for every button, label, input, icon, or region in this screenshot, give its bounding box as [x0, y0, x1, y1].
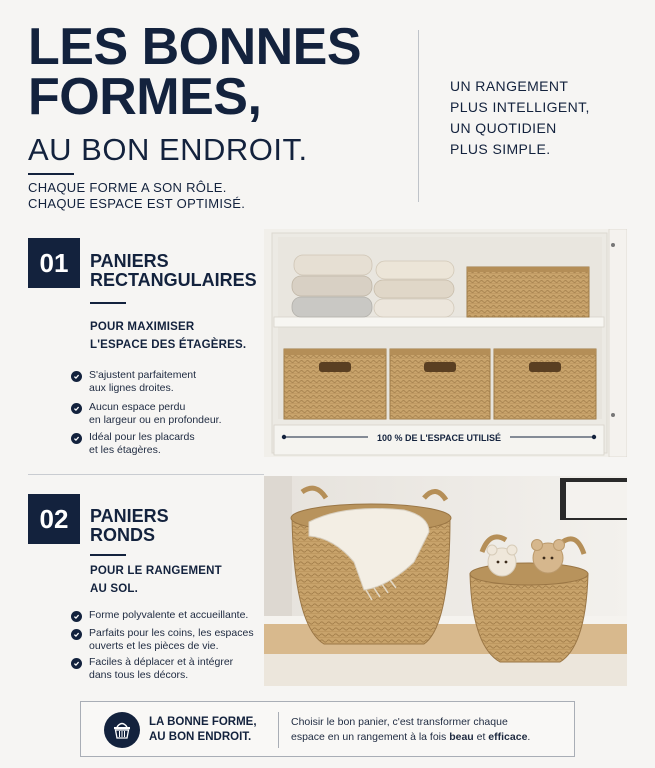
feature-line: Idéal pour les placards — [89, 431, 195, 443]
header-rule — [28, 173, 74, 175]
feature-line: Faciles à déplacer et à intégrer — [89, 656, 234, 668]
section-title-round — [90, 507, 169, 545]
main-title-line1: LES BONNES — [28, 18, 362, 76]
round-baskets-image — [264, 476, 627, 686]
feature-line: Parfaits pour les coins, les espaces — [89, 627, 254, 639]
footer-message-text: et — [473, 731, 489, 743]
section1-title-line2: RECTANGULAIRES — [90, 270, 257, 290]
footer-slogan-line2: AU BON ENDROIT. — [149, 731, 252, 743]
section2-purpose — [90, 562, 222, 598]
right-line-1: UN RANGEMENT — [450, 78, 569, 94]
feature-line: ouverts et les pièces de vie. — [89, 640, 219, 652]
feature-line: S'ajustent parfaitement — [89, 369, 197, 381]
check-icon — [71, 371, 82, 382]
section2-purpose-line2: AU SOL. — [90, 583, 139, 595]
header-tagline — [28, 180, 245, 212]
check-icon — [71, 433, 82, 444]
footer-message-line1: Choisir le bon panier, c'est transformer chaque — [291, 716, 508, 728]
section1-title-line1: PANIERS — [90, 251, 169, 271]
footer-emphasis-beau: beau — [449, 731, 474, 743]
feature-line: aux lignes droites. — [89, 382, 174, 394]
main-title-line2: FORMES, — [28, 68, 262, 126]
feature-line: Aucun espace perdu — [89, 401, 186, 413]
shelf-image — [264, 229, 627, 457]
footer-message — [291, 715, 571, 745]
header-divider — [418, 30, 419, 202]
section1-feature-1 — [71, 369, 269, 395]
section2-feature-1 — [71, 609, 269, 622]
footer-message-text: espace en un rangement à la fois — [291, 731, 450, 743]
footer-banner — [80, 701, 575, 757]
feature-text — [89, 401, 269, 427]
footer-emphasis-efficace: efficace — [488, 731, 528, 743]
check-icon — [71, 403, 82, 414]
check-icon — [71, 658, 82, 669]
section1-feature-2 — [71, 401, 269, 427]
check-icon — [71, 611, 82, 622]
section-number-02: 02 — [28, 494, 80, 544]
section2-rule — [90, 554, 126, 556]
section2-feature-2 — [71, 627, 269, 653]
tagline-line1: CHAQUE FORME A SON RÔLE. — [28, 180, 227, 195]
feature-text — [89, 369, 269, 395]
tagline-line2: CHAQUE ESPACE EST OPTIMISÉ. — [28, 196, 246, 211]
section1-purpose-line2: L'ESPACE DES ÉTAGÈRES. — [90, 339, 247, 351]
feature-line: en largeur ou en profondeur. — [89, 414, 222, 426]
footer-slogan-line1: LA BONNE FORME, — [149, 716, 257, 728]
footer-divider — [278, 712, 279, 748]
feature-line: dans tous les décors. — [89, 669, 189, 681]
feature-line: Forme polyvalente et accueillante. — [89, 609, 249, 621]
feature-text — [89, 627, 269, 653]
section1-purpose — [90, 318, 246, 354]
basket-icon — [104, 712, 140, 748]
feature-text — [89, 431, 269, 457]
feature-line: et les étagères. — [89, 444, 161, 456]
footer-message-line2 — [291, 730, 571, 745]
footer-slogan — [149, 715, 257, 745]
shelf-illustration — [264, 229, 627, 457]
section2-feature-3 — [71, 656, 269, 682]
section2-title-line1: PANIERS — [90, 506, 169, 526]
right-line-2: PLUS INTELLIGENT, — [450, 99, 590, 115]
section-number-01: 01 — [28, 238, 80, 288]
right-line-4: PLUS SIMPLE. — [450, 141, 551, 157]
section-title-rectangular — [90, 252, 257, 290]
section-separator — [28, 474, 264, 475]
check-icon — [71, 629, 82, 640]
main-subtitle: AU BON ENDROIT. — [28, 132, 308, 167]
section1-feature-3 — [71, 431, 269, 457]
header-right-text — [450, 76, 590, 160]
section2-purpose-line1: POUR LE RANGEMENT — [90, 565, 222, 577]
section1-rule — [90, 302, 126, 304]
right-line-3: UN QUOTIDIEN — [450, 120, 557, 136]
feature-text — [89, 609, 269, 622]
round-baskets-illustration — [264, 476, 627, 686]
feature-text — [89, 656, 269, 682]
footer-message-text: . — [527, 731, 531, 743]
section1-purpose-line1: POUR MAXIMISER — [90, 321, 195, 333]
space-used-label: 100 % DE L'ESPACE UTILISÉ — [376, 433, 502, 443]
section2-title-line2: RONDS — [90, 525, 156, 545]
main-title — [28, 18, 362, 126]
